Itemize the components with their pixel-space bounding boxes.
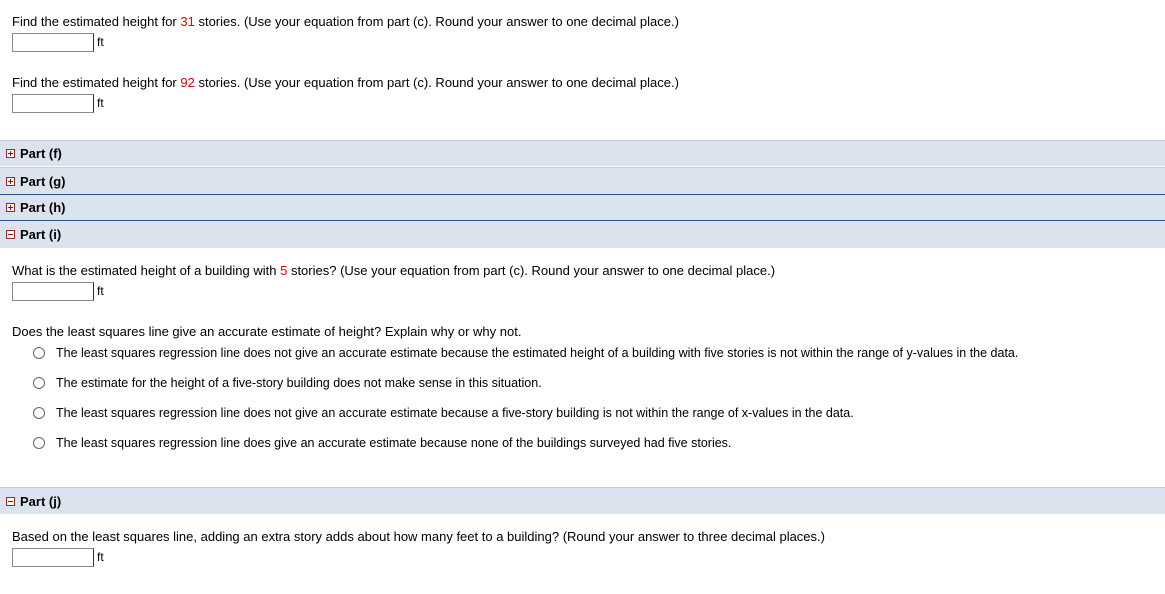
answer-row [12, 280, 104, 302]
highlighted-value: 92 [180, 75, 195, 90]
answer-option-1[interactable] [33, 346, 1018, 360]
question-text: stories. (Use your equation from part (c). Round your answer to one decimal place.) [194, 14, 679, 29]
question-e-31-stories [12, 14, 679, 29]
answer-option-2[interactable] [33, 376, 542, 390]
option-label[interactable]: The least squares regression line does give an accurate estimate because none of the buildings surveyed had five stories. [56, 436, 732, 450]
plus-box-icon[interactable] [6, 177, 15, 186]
plus-box-icon[interactable] [6, 149, 15, 158]
part-j-header[interactable] [0, 487, 1165, 514]
part-h-header[interactable] [0, 195, 1165, 221]
minus-box-icon[interactable] [6, 230, 15, 239]
question-text: Does the least squares line give an accurate estimate of height? Explain why or why not. [12, 324, 522, 339]
unit-label: ft [97, 550, 104, 564]
unit-label: ft [97, 284, 104, 298]
question-text: Find the estimated height for [12, 14, 181, 29]
height-92-stories-input[interactable] [12, 94, 94, 113]
question-i-5-stories [12, 263, 775, 278]
radio-button-icon[interactable] [33, 377, 45, 389]
part-label[interactable]: Part (g) [20, 173, 66, 189]
plus-box-icon[interactable] [6, 203, 15, 212]
answer-option-4[interactable] [33, 436, 731, 450]
radio-button-icon[interactable] [33, 347, 45, 359]
question-text: Based on the least squares line, adding an extra story adds about how many feet to a building? (Round your answer to three decimal places.) [12, 529, 825, 544]
height-31-stories-input[interactable] [12, 33, 94, 52]
question-j-extra-story [12, 529, 825, 544]
unit-label: ft [97, 35, 104, 49]
part-label[interactable]: Part (j) [20, 493, 62, 509]
minus-box-icon[interactable] [6, 497, 15, 506]
feet-per-story-input[interactable] [12, 548, 94, 567]
highlighted-value: 31 [180, 14, 195, 29]
part-g-header[interactable] [0, 167, 1165, 195]
highlighted-value: 5 [280, 263, 288, 278]
part-f-header[interactable] [0, 140, 1165, 166]
option-label[interactable]: The least squares regression line does not give an accurate estimate because a five-story building is not within the range of x-values in the data. [56, 406, 854, 420]
radio-button-icon[interactable] [33, 437, 45, 449]
radio-button-icon[interactable] [33, 407, 45, 419]
question-text: Find the estimated height for [12, 75, 181, 90]
height-5-stories-input[interactable] [12, 282, 94, 301]
part-label[interactable]: Part (i) [20, 227, 62, 242]
answer-row [12, 546, 104, 568]
answer-row [12, 31, 104, 53]
option-label[interactable]: The estimate for the height of a five-story building does not make sense in this situation. [56, 376, 542, 390]
question-text: What is the estimated height of a building with [12, 263, 281, 278]
part-label[interactable]: Part (f) [20, 146, 62, 161]
question-i-accuracy [12, 324, 521, 339]
question-e-92-stories [12, 75, 679, 90]
answer-option-3[interactable] [33, 406, 854, 420]
question-text: stories. (Use your equation from part (c). Round your answer to one decimal place.) [194, 75, 679, 90]
part-i-header[interactable] [0, 221, 1165, 248]
part-label[interactable]: Part (h) [20, 200, 66, 215]
option-label[interactable]: The least squares regression line does not give an accurate estimate because the estimated height of a building with five stories is not within the range of y-values in the data. [56, 346, 1019, 360]
unit-label: ft [97, 96, 104, 110]
answer-row [12, 92, 104, 114]
question-text: stories? (Use your equation from part (c). Round your answer to one decimal place.) [287, 263, 776, 278]
